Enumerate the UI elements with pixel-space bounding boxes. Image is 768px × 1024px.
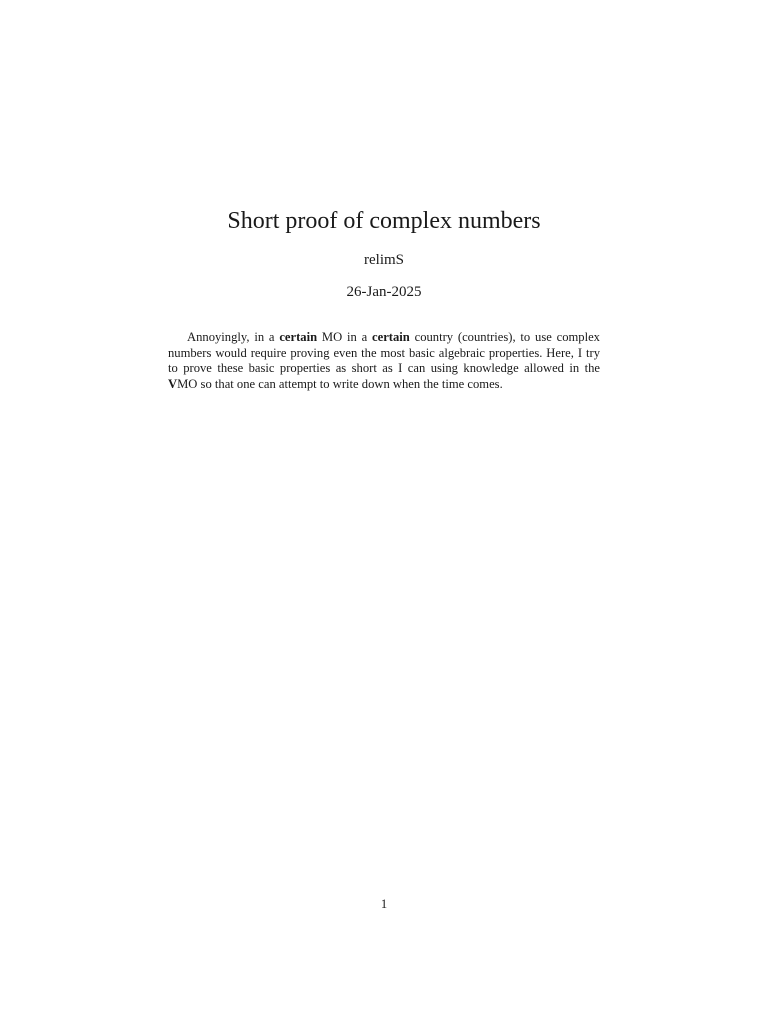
page-number: 1 <box>380 897 388 911</box>
intro-paragraph <box>168 330 600 392</box>
emphasis-v: V <box>168 376 178 391</box>
paper-date: 26-Jan-2025 <box>346 284 422 300</box>
author-name: relimS <box>364 252 404 268</box>
intro-text-2: MO in a <box>317 330 373 344</box>
intro-text-3: country (countries), to use complex numbers would require proving even the most basic algebraic properties. Here, I try to prove these basic properties as short as I can using knowledge allowed in the <box>168 330 600 376</box>
intro-text-1: Annoyingly, in a <box>187 330 280 344</box>
intro-text-4: MO so that one can attempt to write down when the time comes. <box>177 376 503 391</box>
paper-title: Short proof of complex numbers <box>227 208 541 234</box>
emphasis-certain-1: certain <box>279 330 318 344</box>
emphasis-certain-2: certain <box>372 330 410 344</box>
